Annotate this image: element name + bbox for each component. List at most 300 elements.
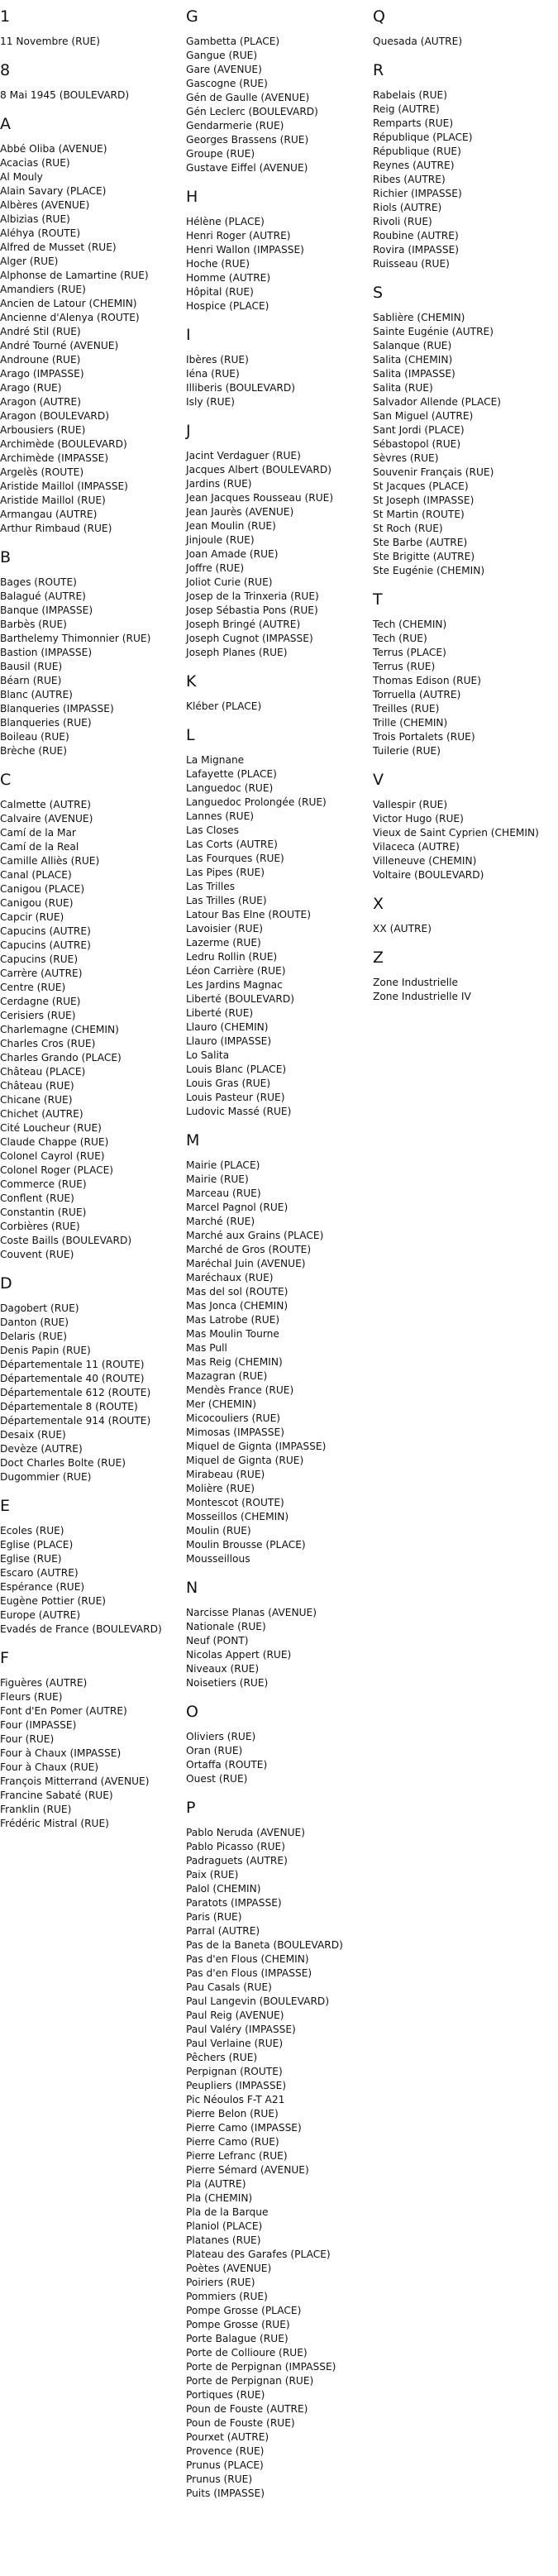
street-name: Salita (IMPASSE) [373,368,455,380]
street-name: Lo Salita [186,1049,230,1061]
street-name: Gén de Gaulle (AVENUE) [186,92,310,103]
street-name: Louis Pasteur (RUE) [186,1092,285,1103]
street-name: Archimède (BOULEVARD) [0,438,127,450]
street-name: Capcir (RUE) [0,911,64,923]
street-name: Micocouliers (RUE) [186,1412,281,1424]
street-name: Gascogne (RUE) [186,78,268,89]
street-name: Pierre Camo (RUE) [186,2136,279,2148]
street-name: Torruella (AUTRE) [373,689,461,700]
street-name: Mas Reig (CHEMIN) [186,1356,283,1368]
street-name: Sablière (CHEMIN) [373,312,465,323]
street-name: Abbé Oliba (AVENUE) [0,143,107,155]
street-name: Porte Balague (RUE) [186,2333,289,2344]
street-index-column-2 [186,7,370,2512]
street-name: Blanqueries (RUE) [0,717,92,729]
street-name: Louis Blanc (PLACE) [186,1063,287,1075]
letter-section [0,547,184,758]
street-name: Albizias (RUE) [0,213,70,225]
letter-heading: G [186,7,198,26]
street-name: Couvent (RUE) [0,1249,74,1260]
letter-heading: S [373,284,384,302]
street-name: Parral (AUTRE) [186,1925,260,1937]
street-name: Ouest (RUE) [186,1773,248,1785]
street-name: Poètes (AVENUE) [186,2263,272,2274]
street-name: Paul Valéry (IMPASSE) [186,2024,296,2035]
street-name: Languedoc (RUE) [186,782,274,794]
street-name: Ortaffa (ROUTE) [186,1759,268,1771]
street-name: XX (AUTRE) [373,923,432,934]
street-name: Alfred de Musset (RUE) [0,241,117,253]
street-name: Blanqueries (IMPASSE) [0,703,114,714]
street-name: Quesada (AUTRE) [373,36,463,47]
street-name: Arbousiers (RUE) [0,424,86,436]
street-name: Coste Baills (BOULEVARD) [0,1235,132,1246]
street-list [0,576,184,758]
street-name: Pla (AUTRE) [186,2178,246,2190]
street-name: Gendarmerie (RUE) [186,120,284,131]
letter-heading: P [186,1799,196,1817]
letter-section [186,187,370,313]
street-name: Homme (AUTRE) [186,272,271,284]
street-name: Arago (IMPASSE) [0,368,84,380]
street-name: Padraguets (AUTRE) [186,1855,288,1866]
letter-section [373,590,558,758]
street-name: Conflent (RUE) [0,1192,74,1204]
street-name: Platanes (RUE) [186,2234,261,2246]
street-name: Pas d'en Flous (IMPASSE) [186,1967,312,1979]
letter-section [186,421,370,660]
street-name: Cité Loucheur (RUE) [0,1122,102,1134]
street-name: Francine Sabaté (RUE) [0,1790,113,1801]
street-name: Albères (AVENUE) [0,199,90,211]
street-name: Jinjoule (RUE) [186,534,255,546]
street-name: Las Pipes (RUE) [186,867,265,878]
street-name: Mer (CHEMIN) [186,1398,257,1410]
street-list [0,1676,184,1831]
street-name: Mimosas (IMPASSE) [186,1427,284,1438]
street-name: Figuères (AUTRE) [0,1677,88,1689]
street-name: Pommiers (RUE) [186,2291,268,2302]
street-name: Paratots (IMPASSE) [186,1897,282,1909]
street-name: 11 Novembre (RUE) [0,36,100,47]
street-name: Four (RUE) [0,1733,55,1745]
street-name: Lannes (RUE) [186,810,255,822]
street-name: Ludovic Massé (RUE) [186,1106,292,1117]
street-name: Four à Chaux (RUE) [0,1761,99,1773]
street-name: Pompe Grosse (PLACE) [186,2305,302,2316]
letter-section [186,725,370,1119]
street-name: Miquel de Gignta (RUE) [186,1455,304,1466]
street-list [186,215,370,313]
street-name: Château (PLACE) [0,1066,86,1078]
street-name: Aristide Maillol (RUE) [0,495,106,506]
street-name: Marcel Pagnol (RUE) [186,1202,289,1213]
street-name: Ste Barbe (AUTRE) [373,537,468,548]
street-name: Molière (RUE) [186,1483,255,1494]
street-name: Isly (RUE) [186,396,236,408]
letter-section [186,1578,370,1690]
street-name: Mas Pull [186,1342,227,1354]
letter-heading: A [0,115,11,133]
street-list [0,35,184,49]
street-name: Jacint Verdaguer (RUE) [186,450,301,461]
street-name: Canigou (PLACE) [0,883,85,895]
letter-heading: 1 [0,7,11,26]
letter-section [0,7,184,49]
street-name: Las Fourques (RUE) [186,853,284,864]
street-name: Hélène (PLACE) [186,216,265,227]
letter-heading: T [373,590,383,609]
street-index-column-1 [0,7,184,1842]
street-name: Sébastopol (RUE) [373,438,461,450]
street-name: St Jacques (PLACE) [373,480,469,492]
street-name: Vallespir (RUE) [373,799,448,810]
street-name: Poiriers (RUE) [186,2277,255,2288]
street-list [186,1826,370,2501]
street-name: Bages (ROUTE) [0,576,77,588]
letter-section [0,770,184,1262]
street-name: Vilaceca (AUTRE) [373,841,460,853]
street-name: Nationale (RUE) [186,1621,266,1632]
street-list [186,700,370,714]
street-name: Prunus (PLACE) [186,2459,264,2471]
street-name: République (PLACE) [373,131,473,143]
street-list [373,311,558,578]
street-name: Maréchal Juin (AVENUE) [186,1258,306,1269]
letter-section [373,770,558,882]
letter-section [373,7,558,49]
street-name: Las Trilles [186,881,236,892]
letter-section [186,1702,370,1786]
letter-section [186,7,370,175]
street-name: Louis Gras (RUE) [186,1078,271,1089]
street-name: Ibères (RUE) [186,354,249,366]
street-name: Riols (AUTRE) [373,202,442,213]
street-name: Pla de la Barque [186,2206,269,2218]
street-name: Las Corts (AUTRE) [186,839,278,850]
street-name: Salita (CHEMIN) [373,354,453,366]
street-list [0,88,184,103]
street-name: Capucins (AUTRE) [0,939,91,951]
street-name: Lavoisier (RUE) [186,923,264,934]
street-name: Salita (RUE) [373,382,433,394]
street-name: Mairie (RUE) [186,1173,249,1185]
street-name: Charlemagne (CHEMIN) [0,1024,119,1035]
street-name: Henri Wallon (IMPASSE) [186,244,304,256]
street-name: Thomas Edison (RUE) [373,675,482,686]
street-name: Pablo Neruda (AVENUE) [186,1827,305,1838]
street-name: Constantin (RUE) [0,1207,87,1218]
street-name: Sant Jordi (PLACE) [373,424,465,436]
street-name: Llauro (CHEMIN) [186,1021,269,1033]
street-name: Départementale 612 (ROUTE) [0,1387,151,1398]
letter-heading: O [186,1703,198,1721]
letter-section [373,894,558,936]
street-name: André Stil (RUE) [0,326,81,337]
letter-heading: H [186,188,198,206]
street-name: Niveaux (RUE) [186,1663,260,1675]
letter-section [186,671,370,714]
street-name: Delaris (RUE) [0,1331,67,1342]
street-name: Corbières (RUE) [0,1221,80,1232]
street-name: Europe (AUTRE) [0,1609,81,1621]
street-name: Doct Charles Bolte (RUE) [0,1457,126,1469]
street-name: Plateau des Garafes (PLACE) [186,2249,331,2260]
street-name: Ecoles (RUE) [0,1525,64,1537]
street-name: Oran (RUE) [186,1745,243,1756]
street-name: Roubine (AUTRE) [373,230,459,241]
street-name: Devèze (AUTRE) [0,1443,83,1455]
street-name: Espérance (RUE) [0,1581,85,1593]
street-name: Moulin Brousse (PLACE) [186,1539,306,1551]
street-name: Pablo Picasso (RUE) [186,1841,285,1852]
street-name: Départementale 8 (ROUTE) [0,1401,138,1412]
street-name: Carrère (AUTRE) [0,968,83,979]
street-name: Pas de la Baneta (BOULEVARD) [186,1939,343,1951]
street-name: Miquel de Gignta (IMPASSE) [186,1441,327,1452]
letter-heading: B [0,548,12,566]
street-name: 8 Mai 1945 (BOULEVARD) [0,89,130,101]
street-name: Tuilerie (RUE) [373,745,441,757]
street-name: Barthelemy Thimonnier (RUE) [0,633,151,644]
street-name: Porte de Perpignan (RUE) [186,2375,314,2387]
street-name: Joseph Bringé (AUTRE) [186,619,301,630]
street-name: Eglise (RUE) [0,1553,62,1565]
street-name: Blanc (AUTRE) [0,689,73,700]
street-list [186,35,370,175]
street-name: St Roch (RUE) [373,523,443,534]
street-name: Aléhya (ROUTE) [0,227,81,239]
street-name: Pourxet (AUTRE) [186,2431,269,2443]
street-name: Jean Jacques Rousseau (RUE) [186,492,334,504]
street-name: Reynes (AUTRE) [373,160,455,171]
street-name: Gustave Eiffel (AVENUE) [186,162,308,174]
street-list [373,976,558,1004]
street-name: Palol (CHEMIN) [186,1883,261,1895]
street-name: Chicane (RUE) [0,1094,73,1106]
street-name: Eugène Pottier (RUE) [0,1595,107,1607]
street-name: Prunus (RUE) [186,2473,253,2485]
street-name: Provence (RUE) [186,2445,265,2457]
street-name: Terrus (RUE) [373,661,436,672]
street-list [373,618,558,758]
street-name: Terrus (PLACE) [373,647,446,658]
street-name: Mirabeau (RUE) [186,1469,265,1480]
street-name: Ancienne d'Alenya (ROUTE) [0,312,140,323]
street-name: Camí de la Real [0,841,79,853]
street-name: Cerdagne (RUE) [0,996,81,1007]
street-name: Pierre Lefranc (RUE) [186,2150,288,2162]
street-name: Souvenir Français (RUE) [373,466,494,478]
street-name: Béarn (RUE) [0,675,62,686]
street-name: Danton (RUE) [0,1317,69,1328]
street-name: Pierre Belon (RUE) [186,2108,279,2120]
street-name: Acacias (RUE) [0,157,70,169]
street-name: Départementale 11 (ROUTE) [0,1359,145,1370]
street-name: Boileau (RUE) [0,731,69,743]
letter-heading: E [0,1497,11,1515]
street-name: Pla (CHEMIN) [186,2192,253,2204]
street-name: Languedoc Prolongée (RUE) [186,796,327,808]
street-name: Gambetta (PLACE) [186,36,280,47]
letter-heading: Z [373,949,384,967]
street-name: Mendès France (RUE) [186,1384,294,1396]
street-list [186,353,370,409]
street-name: Paul Reig (AVENUE) [186,2010,284,2021]
street-name: Four à Chaux (IMPASSE) [0,1747,122,1759]
street-name: Salanque (RUE) [373,340,452,351]
street-name: Escaro (AUTRE) [0,1567,79,1579]
street-list [0,142,184,536]
street-name: Paris (RUE) [186,1911,242,1923]
street-name: Al Mouly [0,171,43,183]
street-name: Victor Hugo (RUE) [373,813,464,824]
street-name: Tech (RUE) [373,633,427,644]
street-name: Paix (RUE) [186,1869,239,1881]
street-name: Pierre Sémard (AVENUE) [186,2164,309,2176]
street-list [186,1159,370,1566]
street-name: Charles Grando (PLACE) [0,1052,122,1063]
street-name: Rivoli (RUE) [373,216,432,227]
street-name: Reig (AUTRE) [373,103,440,115]
letter-section [0,1648,184,1831]
street-name: Las Closes [186,824,240,836]
letter-heading: Q [373,7,385,26]
street-name: Josep Sébastia Pons (RUE) [186,605,318,616]
street-name: Liberté (RUE) [186,1007,254,1019]
street-name: Armangau (AUTRE) [0,509,98,520]
street-name: Marché de Gros (ROUTE) [186,1244,312,1255]
street-name: Portiques (RUE) [186,2389,265,2401]
street-list [186,1606,370,1690]
street-name: Joliot Curie (RUE) [186,576,273,588]
street-name: Marché aux Grains (PLACE) [186,1230,324,1241]
street-name: Noisetiers (RUE) [186,1677,269,1689]
street-name: Alain Savary (PLACE) [0,185,107,197]
street-name: Peupliers (IMPASSE) [186,2080,287,2091]
street-index-column-3 [373,7,558,1016]
street-name: Oliviers (RUE) [186,1731,256,1742]
street-name: Groupe (RUE) [186,148,255,160]
street-name: Balagué (AUTRE) [0,590,86,602]
street-name: Marceau (RUE) [186,1188,261,1199]
street-name: Mosseillos (CHEMIN) [186,1511,289,1522]
street-name: Capucins (RUE) [0,953,79,965]
street-name: Aragon (BOULEVARD) [0,410,110,422]
letter-heading: F [0,1649,9,1667]
street-name: Trois Portalets (RUE) [373,731,475,743]
street-name: Mas del sol (ROUTE) [186,1286,289,1298]
street-name: Androune (RUE) [0,354,81,366]
street-list [186,753,370,1119]
street-name: Richier (IMPASSE) [373,188,462,199]
street-name: Calvaire (AVENUE) [0,813,93,824]
street-name: Mas Latrobe (RUE) [186,1314,280,1326]
street-name: Porte de Perpignan (IMPASSE) [186,2361,336,2373]
street-name: François Mitterrand (AVENUE) [0,1775,150,1787]
letter-heading: I [186,326,191,344]
street-name: Narcisse Planas (AVENUE) [186,1607,317,1618]
letter-section [373,948,558,1004]
street-list [0,1302,184,1484]
street-name: Pic Néoulos F-T A21 [186,2094,285,2105]
street-name: Lazerme (RUE) [186,937,261,949]
street-name: Villeneuve (CHEMIN) [373,855,477,867]
street-name: Canal (PLACE) [0,869,72,881]
street-name: Joan Amade (RUE) [186,548,279,560]
street-name: Dagobert (RUE) [0,1302,79,1314]
street-name: Liberté (BOULEVARD) [186,993,294,1005]
street-name: Mousseillous [186,1553,250,1565]
letter-section [186,1798,370,2501]
street-name: Bastion (IMPASSE) [0,647,93,658]
street-name: Ancien de Latour (CHEMIN) [0,298,137,309]
street-name: Joseph Cugnot (IMPASSE) [186,633,313,644]
street-name: Sèvres (RUE) [373,452,439,464]
street-name: Planiol (PLACE) [186,2220,263,2232]
street-name: Rovira (IMPASSE) [373,244,460,256]
letter-heading: M [186,1131,200,1149]
street-name: Capucins (AUTRE) [0,925,91,937]
street-name: Claude Chappe (RUE) [0,1136,109,1148]
letter-heading: L [186,726,195,744]
street-name: Alphonse de Lamartine (RUE) [0,270,149,281]
street-name: Amandiers (RUE) [0,284,86,295]
street-name: La Mignane [186,754,245,766]
street-list [373,35,558,49]
letter-section [0,1496,184,1637]
street-name: Georges Brassens (RUE) [186,134,309,146]
letter-section [186,325,370,409]
street-name: Aristide Maillol (IMPASSE) [0,480,128,492]
letter-section [0,114,184,536]
letter-heading: 8 [0,61,11,79]
street-name: Joseph Planes (RUE) [186,647,288,658]
street-name: Voltaire (BOULEVARD) [373,869,484,881]
street-name: Dugommier (RUE) [0,1471,92,1483]
street-name: Mazagran (RUE) [186,1370,268,1382]
street-name: Ste Brigitte (AUTRE) [373,551,475,562]
street-name: Desaix (RUE) [0,1429,66,1441]
street-name: Franklin (RUE) [0,1804,72,1815]
street-name: Sainte Eugénie (AUTRE) [373,326,494,337]
street-name: Poun de Fouste (AUTRE) [186,2403,308,2415]
street-name: Las Trilles (RUE) [186,895,267,906]
street-name: Latour Bas Elne (ROUTE) [186,909,311,920]
street-name: Joffre (RUE) [186,562,245,574]
street-name: Remparts (RUE) [373,117,454,129]
street-name: Banque (IMPASSE) [0,605,93,616]
street-name: Bausil (RUE) [0,661,63,672]
street-name: Frédéric Mistral (RUE) [0,1818,109,1829]
street-name: Aragon (AUTRE) [0,396,81,408]
street-name: Barbès (RUE) [0,619,67,630]
street-name: Mas Moulin Tourne [186,1328,279,1340]
letter-section [373,60,558,271]
street-name: Jacques Albert (BOULEVARD) [186,464,331,476]
street-name: Poun de Fouste (RUE) [186,2417,295,2429]
street-name: Pierre Camo (IMPASSE) [186,2122,302,2134]
street-name: Eglise (PLACE) [0,1539,74,1551]
street-name: Evadés de France (BOULEVARD) [0,1623,162,1635]
street-name: Cerisiers (RUE) [0,1010,76,1021]
street-name: Treilles (RUE) [373,703,440,714]
street-name: Gén Leclerc (BOULEVARD) [186,106,318,117]
street-name: Illiberis (BOULEVARD) [186,382,296,394]
street-name: Paul Verlaine (RUE) [186,2038,284,2049]
street-name: Hôpital (RUE) [186,286,254,298]
street-name: Montescot (ROUTE) [186,1497,284,1508]
